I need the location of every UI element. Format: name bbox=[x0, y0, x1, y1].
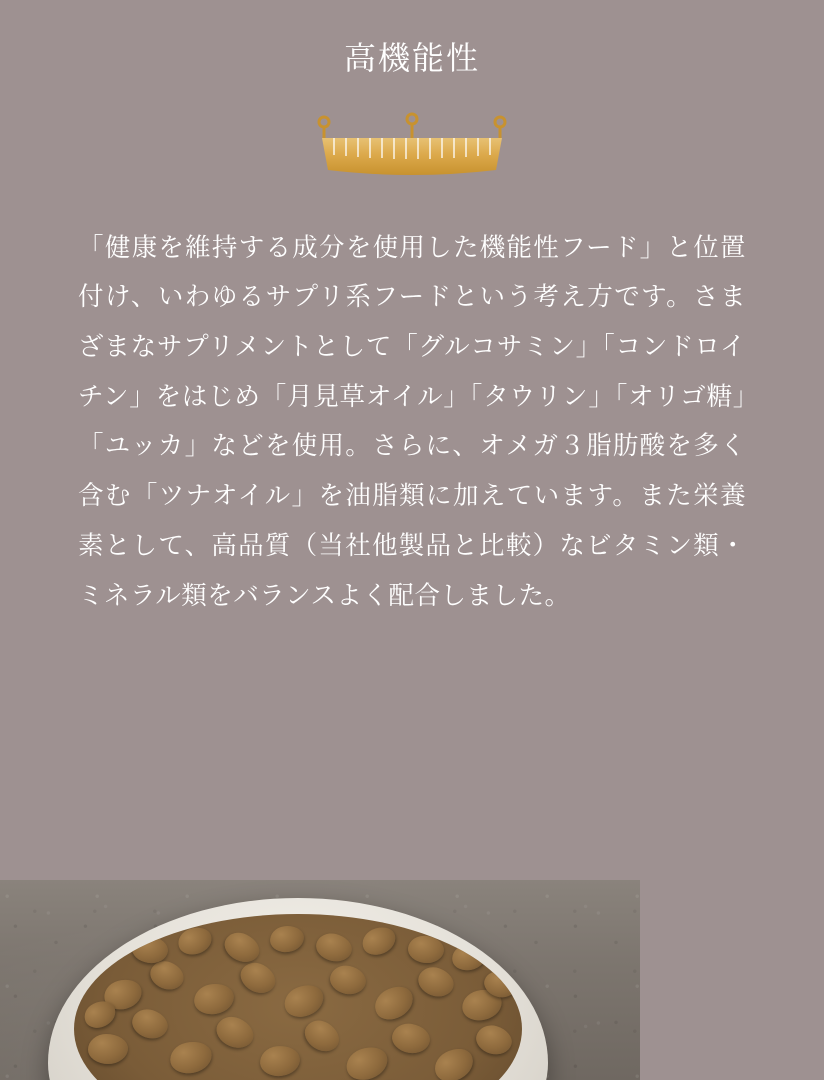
page-title: 高機能性 bbox=[343, 40, 480, 76]
divider bbox=[0, 108, 824, 180]
dog-food-bowl-photo bbox=[0, 880, 640, 1080]
body-paragraph: 「健康を維持する成分を使用した機能性フード」と位置付け、いわゆるサプリ系フードという考え方です。さまざまなサプリメントとして「グルコサミン」「コンドロイチン」をはじめ「月見草オイル」「タウリン」「オリゴ糖」「ユッカ」などを使用。さらに、オメガ３脂肪酸を多く含む「ツナオイル」を油脂類に加えています。また栄養素として、高品質（当社他製品と比較）なビタミン類・ミネラル類をバランスよく配合しました。 bbox=[78, 233, 746, 610]
crown-icon bbox=[314, 108, 510, 180]
kibble-pile bbox=[74, 914, 522, 1080]
photo-right-margin bbox=[640, 880, 824, 1080]
